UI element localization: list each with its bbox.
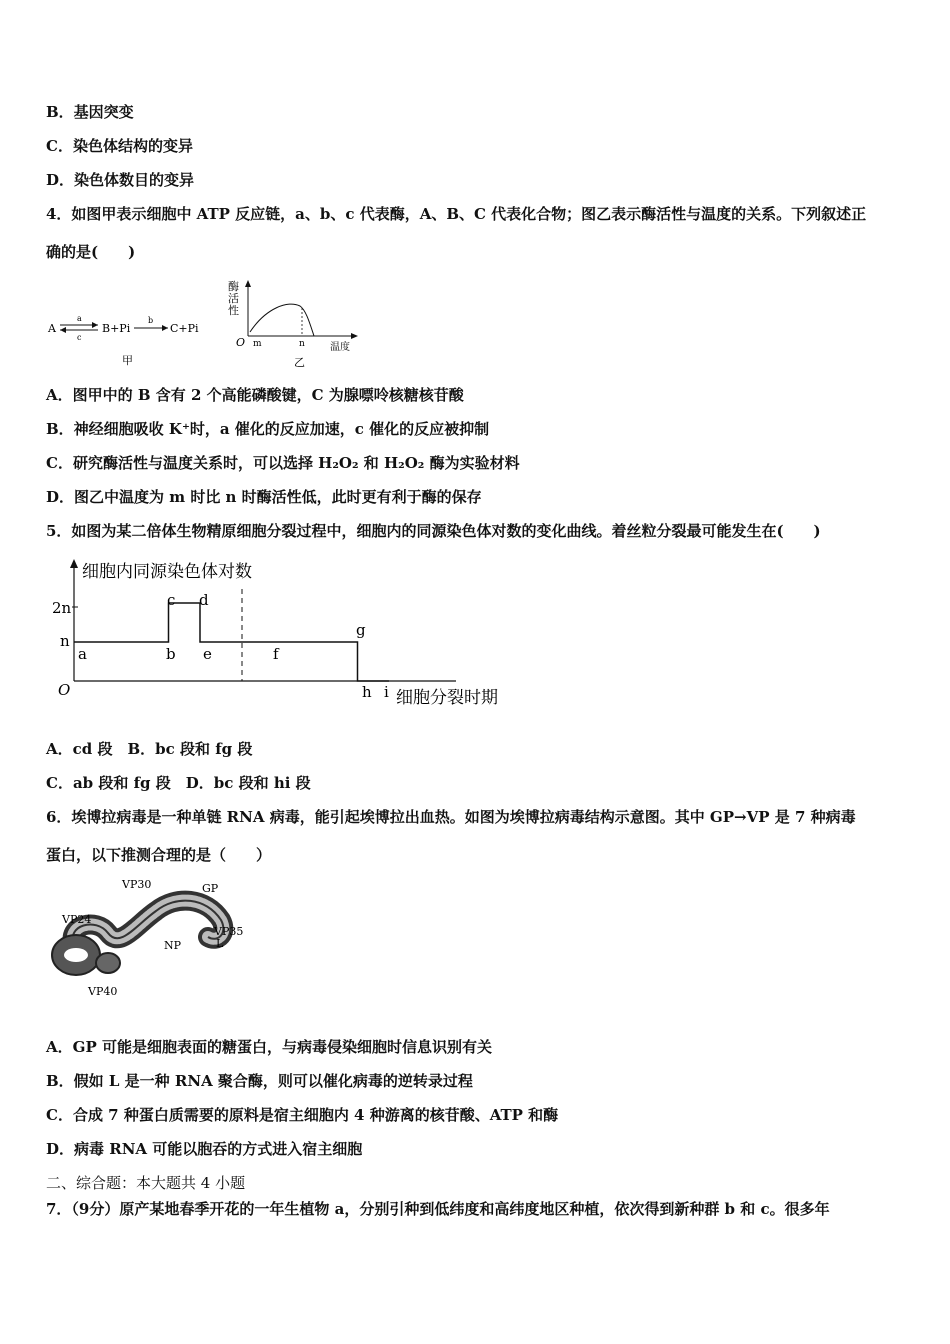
q6-option-c: C．合成 7 种蛋白质需要的原料是宿主细胞内 4 种游离的核苷酸、ATP 和酶 [46,1106,559,1124]
section2-heading: 二、综合题：本大题共 4 小题 [46,1174,246,1192]
q6-option-b: B．假如 L 是一种 RNA 聚合酶，则可以催化病毒的逆转录过程 [46,1072,473,1090]
q5-ytick-2n: 2n [52,599,72,617]
label-l: L [216,937,224,950]
figure-jia-atp-chain [46,308,216,370]
yi-tick-m: m [253,339,262,349]
yi-ylabel-2: 活 [228,292,239,305]
q6-stem-line1: 6．埃博拉病毒是一种单链 RNA 病毒，能引起埃博拉出血热。如图为埃博拉病毒结构示意图。其中 GP→VP 是 7 种病毒 [46,808,856,826]
q5-origin: O [58,681,71,699]
q3-option-d: D．染色体数目的变异 [46,171,195,189]
q5-chart [46,553,516,713]
q4-stem-line2: 确的是( ) [46,243,136,261]
jia-enzyme-b: b [148,316,154,325]
q3-option-b: B．基因突变 [46,103,134,121]
jia-enzyme-c: c [77,333,82,342]
q4-stem-line1: 4．如图甲表示细胞中 ATP 反应链，a、b、c 代表酶，A、B、C 代表化合物；图乙表示酶活性与温度的关系。下列叙述正 [46,205,867,223]
jia-caption: 甲 [122,354,133,367]
q5-series-line [74,603,389,681]
q5-seg-e: e [203,645,212,663]
q5-seg-a: a [78,645,87,663]
figure-yi-enzyme-temperature [226,278,366,370]
q3-option-c: C．染色体结构的变异 [46,137,193,155]
label-vp30: VP30 [122,878,152,891]
q5-options-line2: C．ab 段和 fg 段 D．bc 段和 hi 段 [46,774,311,792]
q5-seg-f: f [273,645,279,663]
q5-ytick-n: n [60,632,70,650]
q5-seg-b: b [166,645,176,663]
q6-option-d: D．病毒 RNA 可能以胞吞的方式进入宿主细胞 [46,1140,363,1158]
jia-label-A: A [48,322,56,335]
yi-ylabel-3: 性 [228,304,239,317]
yi-origin: O [236,336,246,349]
q6-option-a: A．GP 可能是细胞表面的糖蛋白，与病毒侵染细胞时信息识别有关 [46,1038,492,1056]
label-vp35: VP35 [214,925,244,938]
q5-seg-g: g [356,621,366,639]
yi-tick-n: n [299,339,305,349]
jia-enzyme-a: a [77,314,82,323]
label-vp24: VP24 [62,913,92,926]
q5-seg-i: i [384,683,389,701]
q5-options-line1: A．cd 段 B．bc 段和 fg 段 [46,740,253,758]
q6-stem-line2: 蛋白，以下推测合理的是（ ） [46,846,272,864]
jia-label-bpi: B+Pi [102,322,131,335]
label-np: NP [164,939,182,952]
yi-xlabel: 温度 [330,342,350,353]
jia-label-cpi: C+Pi [170,322,199,335]
q4-option-a: A．图甲中的 B 含有 2 个高能磷酸键，C 为腺嘌呤核糖核苷酸 [46,386,464,404]
label-gp: GP [202,882,219,895]
yi-caption: 乙 [294,356,305,369]
q5-stem: 5．如图为某二倍体生物精原细胞分裂过程中，细胞内的同源染色体对数的变化曲线。着丝粒分裂最可能发生在( ) [46,522,821,540]
q4-option-d: D．图乙中温度为 m 时比 n 时酶活性低，此时更有利于酶的保存 [46,488,482,506]
q5-chart-title: 细胞内同源染色体对数 [82,562,252,581]
label-vp40: VP40 [88,985,118,998]
q7-line1: 7．（9分）原产某地春季开花的一年生植物 a，分别引种到低纬度和高纬度地区种植，依次得到新种群 b 和 c。很多年 [46,1200,830,1218]
q5-seg-h: h [362,683,372,701]
q5-seg-d: d [199,591,209,609]
yi-ylabel-1: 酶 [228,280,239,293]
q5-xlabel: 细胞分裂时期 [396,688,498,708]
ebola-structure-figure [46,875,256,1003]
q4-option-c: C．研究酶活性与温度关系时，可以选择 H₂O₂ 和 H₂O₂ 酶为实验材料 [46,454,520,472]
q5-seg-c: c [167,591,176,609]
yi-activity-curve [250,304,314,336]
q4-option-b: B．神经细胞吸收 K⁺时，a 催化的反应加速，c 催化的反应被抑制 [46,420,490,438]
